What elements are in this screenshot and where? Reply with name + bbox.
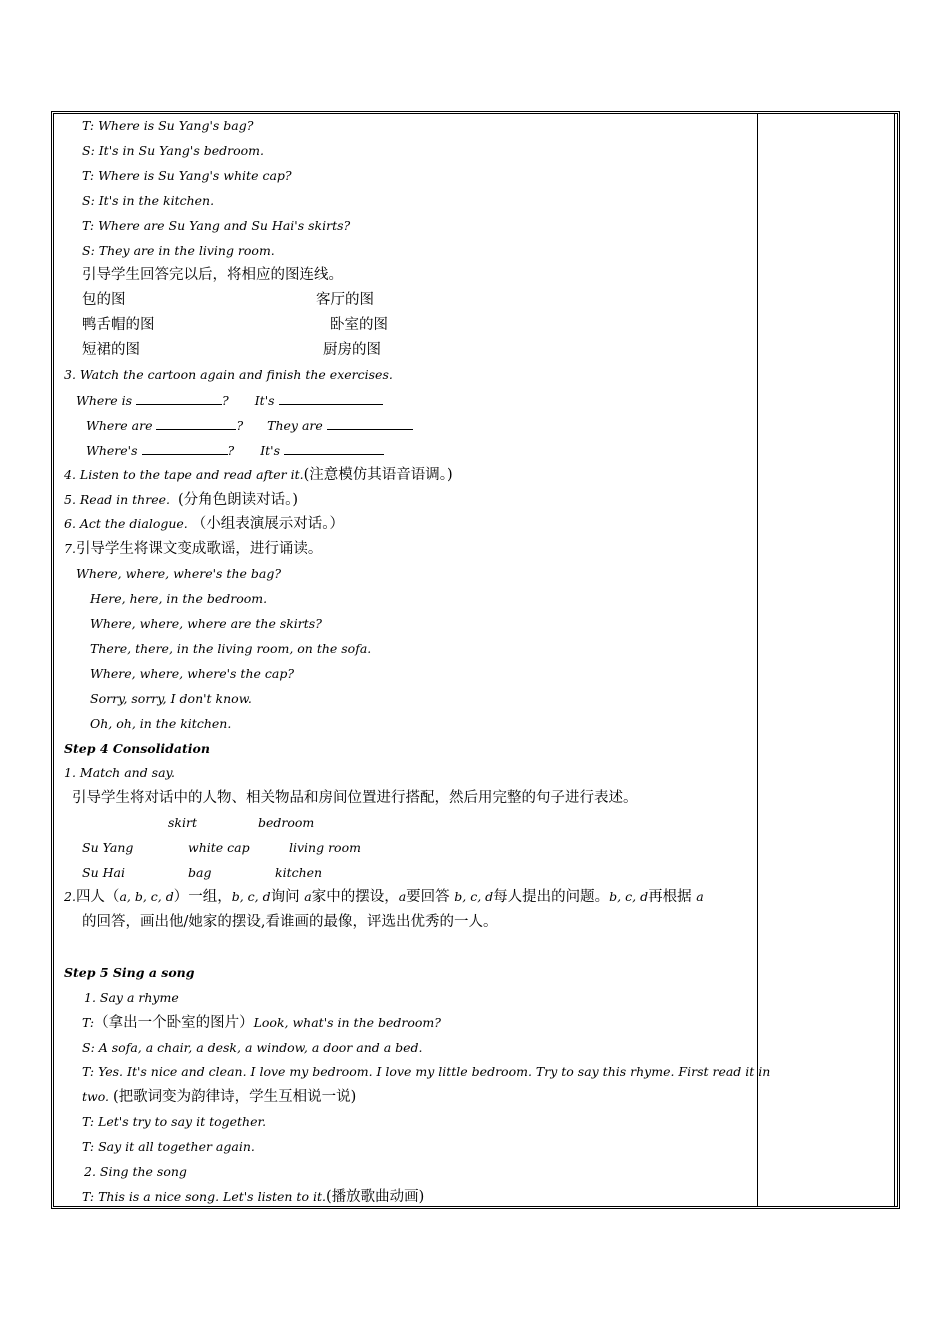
speaker: T:: [82, 1015, 95, 1030]
text-run: 询问: [270, 889, 305, 905]
blank-line: [284, 442, 384, 455]
dialog-line: S: They are in the living room.: [82, 243, 275, 258]
text-run: 家中的摆设，: [311, 889, 399, 905]
match-word: Su Hai: [82, 865, 125, 880]
fill-row: [76, 392, 383, 409]
right-border-inner: [894, 114, 895, 1206]
cn-note: （拿出一个卧室的图片）: [94, 1015, 254, 1031]
fill-prefix: Where is: [76, 393, 133, 408]
step5-title: Step 5 Sing a song: [64, 965, 195, 980]
item-7-num: 7.: [64, 541, 76, 556]
match-word: bag: [188, 865, 212, 880]
item-7: [64, 541, 322, 557]
item-6-en: 6. Act the dialogue.: [64, 516, 188, 531]
text-run: 要回答: [406, 889, 455, 905]
step4-guide: 引导学生将对话中的人物、相关物品和房间位置进行搭配，然后用完整的句子进行表述。: [72, 790, 638, 806]
dialog-line: T: Where is Su Yang's bag?: [82, 118, 254, 133]
chant-line: There, there, in the living room, on the sofa.: [90, 641, 372, 656]
item-6: [64, 516, 344, 532]
fill-prefix: Where are: [86, 418, 153, 433]
text-run: b, c, d: [454, 889, 494, 904]
column-divider: [757, 114, 758, 1206]
s5-s1: S: A sofa, a chair, a desk, a window, a door and a bed.: [82, 1040, 423, 1055]
cn-note: (把歌词变为韵律诗，学生互相说一说): [113, 1089, 357, 1105]
text-run: a: [304, 889, 312, 904]
lesson-table: [51, 111, 900, 1209]
blank-line: [136, 392, 222, 405]
s5-t4: T: Say it all together again.: [82, 1139, 255, 1154]
cn-note: (播放歌曲动画): [325, 1189, 425, 1205]
chant-line: Where, where, where are the skirts?: [90, 616, 322, 631]
item-5-en: 5. Read in three.: [64, 492, 170, 507]
item-4: [64, 467, 453, 483]
text-run: T: This is a nice song. Let's listen to it.: [82, 1189, 326, 1204]
match-word: living room: [289, 840, 361, 855]
item-6-cn: （小组表演展示对话。）: [191, 516, 345, 532]
match-left: 包的图: [82, 292, 126, 308]
item-3: 3. Watch the cartoon again and finish the exercises.: [64, 367, 393, 382]
text-run: 再根据: [648, 889, 697, 905]
text-run: ）一组，: [173, 889, 232, 905]
text-run: two.: [82, 1089, 110, 1104]
text-run: b, c, d: [231, 889, 271, 904]
item-7-cn: 引导学生将课文变成歌谣，进行诵读。: [75, 541, 323, 557]
match-word: Su Yang: [82, 840, 134, 855]
fill-prefix: Where's: [86, 443, 138, 458]
chant-line: Where, where, where's the bag?: [76, 566, 282, 581]
match-word: kitchen: [275, 865, 323, 880]
match-right: 卧室的图: [330, 317, 388, 333]
text-run: 四人（: [75, 889, 120, 905]
step4-item1: 1. Match and say.: [64, 765, 175, 780]
s5-t2-line1: T: Yes. It's nice and clean. I love my bedroom. I love my little bedroom. Try to say this rhyme. First read it in: [82, 1064, 771, 1079]
s5-t3: T: Let's try to say it together.: [82, 1114, 267, 1129]
step4-title: Step 4 Consolidation: [64, 741, 210, 756]
chant-line: Where, where, where's the cap?: [90, 666, 295, 681]
blank-line: [279, 392, 383, 405]
step5-sub1: 1. Say a rhyme: [84, 990, 179, 1005]
step5-sub2: 2. Sing the song: [84, 1164, 187, 1179]
text-run: Look, what's in the bedroom?: [253, 1015, 441, 1030]
match-right: 客厅的图: [316, 292, 374, 308]
s5-t1: [82, 1015, 441, 1031]
text-run: a, b, c, d: [119, 889, 174, 904]
fill-row: [86, 442, 384, 459]
fill-q: ?: [227, 443, 235, 458]
blank-line: [156, 417, 236, 430]
fill-answer-prefix: They are: [267, 418, 323, 433]
item-5: [64, 492, 298, 508]
fill-q: ?: [236, 418, 244, 433]
blank-line: [142, 442, 228, 455]
text-run: b, c, d: [609, 889, 649, 904]
connect-instruction: 引导学生回答完以后，将相应的图连线。: [82, 267, 343, 283]
chant-line: Here, here, in the bedroom.: [90, 591, 268, 606]
match-word: bedroom: [258, 815, 315, 830]
match-word: skirt: [168, 815, 197, 830]
dialog-line: T: Where is Su Yang's white cap?: [82, 168, 292, 183]
dialog-line: S: It's in the kitchen.: [82, 193, 215, 208]
item-4-en: 4. Listen to the tape and read after it.: [64, 467, 304, 482]
match-left: 短裙的图: [82, 342, 140, 358]
fill-answer-prefix: It's: [254, 393, 275, 408]
dialog-line: T: Where are Su Yang and Su Hai's skirts?: [82, 218, 351, 233]
match-left: 鸭舌帽的图: [82, 317, 155, 333]
step4-item2-line2: 的回答，画出他/她家的摆设,看谁画的最像，评选出优秀的一人。: [82, 914, 498, 930]
match-word: white cap: [188, 840, 250, 855]
chant-line: Oh, oh, in the kitchen.: [90, 716, 232, 731]
chant-line: Sorry, sorry, I don't know.: [90, 691, 252, 706]
s5-t5: [82, 1189, 424, 1205]
match-right: 厨房的图: [323, 342, 381, 358]
item-4-cn: (注意模仿其语音语调。): [303, 467, 453, 483]
step4-item2-line1: [64, 889, 704, 905]
fill-answer-prefix: It's: [260, 443, 281, 458]
text-run: a: [696, 889, 704, 904]
text-run: a: [398, 889, 407, 904]
text-run: 每人提出的问题。: [493, 889, 610, 905]
fill-q: ?: [222, 393, 229, 408]
item-num: 2.: [64, 889, 76, 904]
blank-line: [327, 417, 413, 430]
dialog-line: S: It's in Su Yang's bedroom.: [82, 143, 265, 158]
item-5-cn: (分角色朗读对话。): [177, 492, 299, 508]
fill-row: [86, 417, 413, 434]
s5-t2-line2: [82, 1089, 356, 1105]
